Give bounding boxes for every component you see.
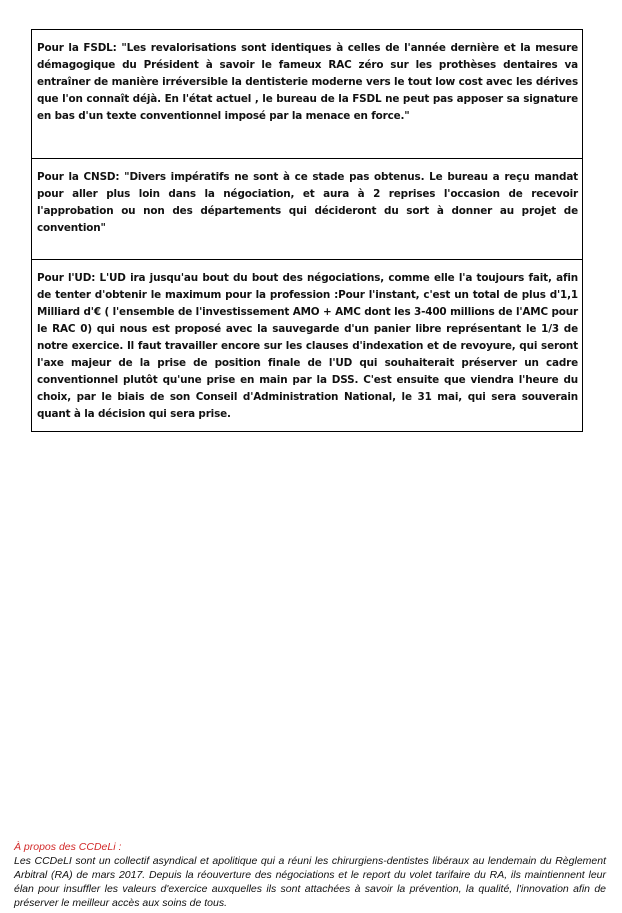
about-body: Les CCDeLI sont un collectif asyndical et apolitique qui a réuni les chirurgiens-dentistes libéraux au lendemain du Règlement Arbitral (RA) de mars 2017. Depuis la réouverture des négociations et le report du volet tarifaire du RA, ils maintiennent leur élan pour insuffler les valeurs d'exercice auxquelles ils sont attachées à savoir la prévention, la qualité, l'innovation afin de préserver le meilleur accès aux soins de tous. <box>14 855 606 909</box>
statement-ud: Pour l'UD: L'UD ira jusqu'au bout du bout des négociations, comme elle l'a toujours fait, afin de tenter d'obtenir le maximum pour la profession :Pour l'instant, c'est un total de plus d'1,1 Milliard d'€ ( l'ensemble de l'investissement AMO + AMC dont les 3-400 millions de l'AMC pour le RAC 0) qui nous est proposé avec la sauvegarde d'un panier libre représentant le 1/3 de notre exercice. Il faut travailler encore sur les clauses d'indexation et de revoyure, qui seront l'axe majeur de la prise de position finale de l'UD qui souhaiterait préserver un cadre conventionnel plutôt qu'une prise en main par la DSS. C'est ensuite que viendra l'heure du choix, par le biais de son Conseil d'Administration National, le 31 mai, qui sera souverain quant à la décision qui sera prise. <box>32 259 582 431</box>
statements-table <box>31 29 583 432</box>
about-title: À propos des CCDeLi : <box>14 841 122 853</box>
statement-cnsd: Pour la CNSD: "Divers impératifs ne sont à ce stade pas obtenus. Le bureau a reçu mandat pour aller plus loin dans la négociation, et aura à 2 reprises l'occasion de recevoir l'approbation ou non des départements qui décideront du sort à donner au projet de convention" <box>32 158 582 259</box>
about-section <box>14 840 606 910</box>
statement-fsdl: Pour la FSDL: "Les revalorisations sont identiques à celles de l'année dernière et la mesure démagogique du Président à savoir le fameux RAC zéro sur les prothèses dentaires va entraîner de manière irréversible la dentisterie moderne vers le tout low cost avec les dérives que l'on connaît déjà. En l'état actuel , le bureau de la FSDL ne peut pas apposer sa signature en bas d'un texte conventionnel imposé par la menace en force." <box>37 42 578 122</box>
